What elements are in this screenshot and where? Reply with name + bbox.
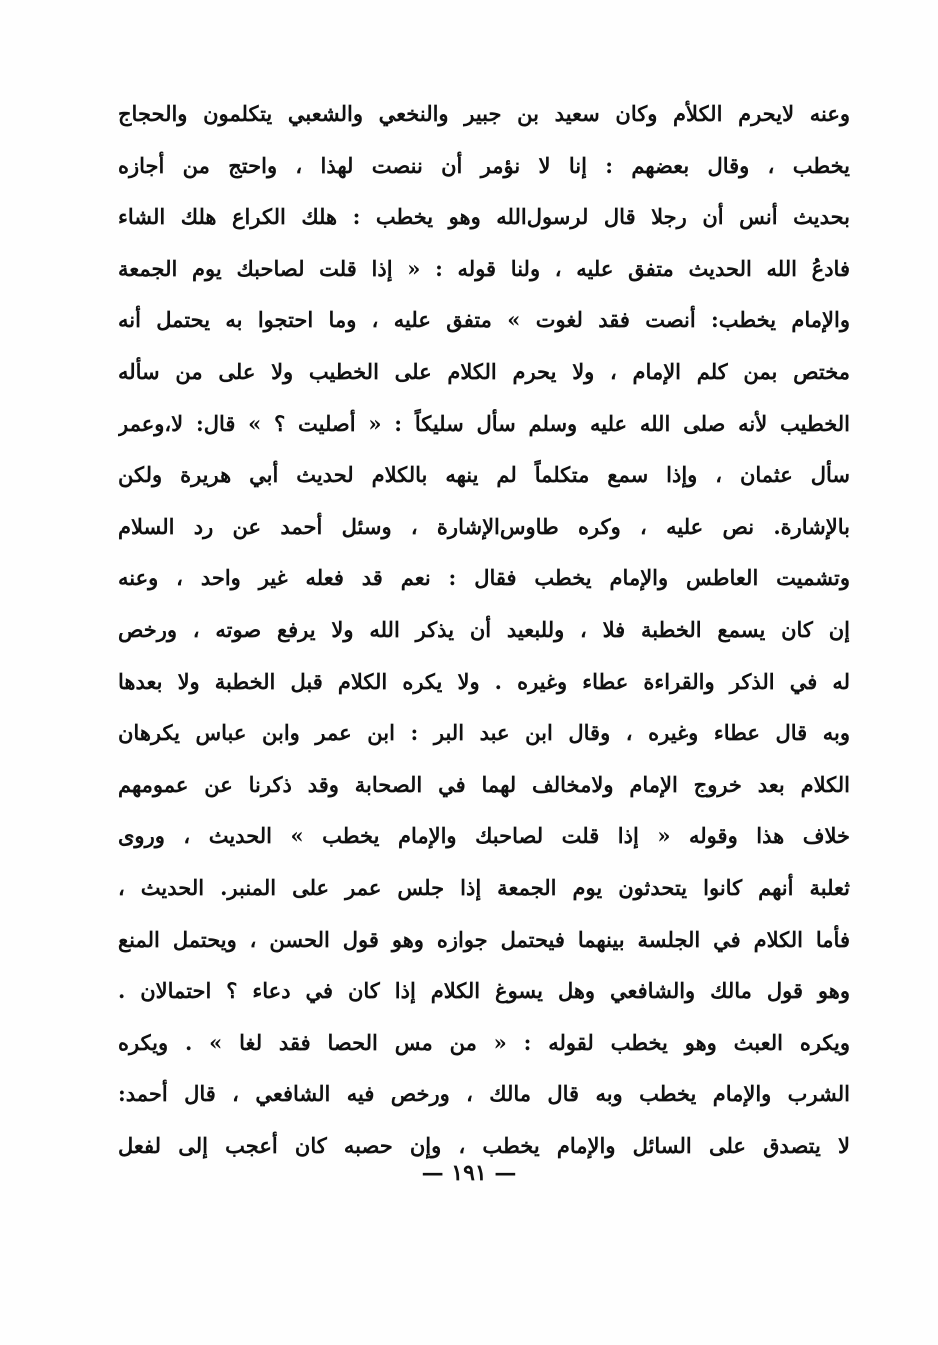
text-line-21: لا يتصدق على السائل والإمام يخطب ، وإن حصبه كان أعجب إلى لفعل (118, 1132, 850, 1158)
text-line-16: ثعلبة أنهم كانوا يتحدثون يوم الجمعة إذا جلس عمر على المنبر. الحديث ، (118, 874, 850, 900)
text-line-11: إن كان يسمع الخطبة فلا ، وللبعيد أن يذكر الله ولا يرفع صوته ، ورخص (118, 616, 850, 642)
text-line-9: بالإشارة. نص عليه ، وكره طاوس‌الإشارة ، وسئل أحمد عن رد السلام (118, 513, 850, 539)
text-line-19: ويكره العبث وهو يخطب لقوله : « من مس الحصا فقد لغا » . ويكره (118, 1029, 850, 1055)
text-line-10: وتشميت العاطس والإمام يخطب فقال : نعم قد فعله غير واحد ، وعنه (118, 565, 850, 591)
text-line-1: وعنه لايحرم الكلأم وكان سعيد بن جبير والنخعي والشعبي يتكلمون والحجاج (118, 101, 850, 126)
text-line-6: مختص بمن كلم الإمام ، ولا يحرم الكلام على الخطيب ولا على من سأله (118, 358, 850, 384)
text-line-15: خلاف هذا وقوله « إذا قلت لصاحبك والإمام يخطب » الحديث ، وروى (118, 823, 850, 849)
body-text (118, 88, 850, 1171)
page-number: — ١٩١ — (421, 1160, 517, 1186)
text-line-8: سأل عثمان ، وإذا سمع متكلماً لم ينهه بالكلام لحديث أبي هريرة ولكن (118, 462, 850, 488)
text-line-3: بحديث أنس أن رجلا قال لرسول‌الله وهو يخطب : هلك الكراع هلك الشاء (118, 204, 850, 230)
text-line-17: فأما الكلام في الجلسة بينهما فيحتمل جوازه وهو قول الحسن ، ويحتمل المنع (118, 926, 850, 952)
text-line-2: يخطب ، وقال بعضهم : إنا لا نؤمر أن ننصت لهذا ، واحتج من أجازه (118, 152, 850, 178)
text-line-14: الكلام بعد خروج الإمام ولامخالف لهما في الصحابة وقد ذكرنا عن عمومهم (118, 771, 850, 797)
text-line-4: فادعُ الله الحديث متفق عليه ، ولنا قوله : « إذا قلت لصاحبك يوم الجمعة (118, 255, 850, 281)
text-line-18: وهو قول مالك والشافعي وهل يسوغ الكلام إذا كان في دعاء ؟ احتمالان . (118, 978, 850, 1004)
text-line-20: الشرب والإمام يخطب وبه قال مالك ، ورخص فيه الشافعي ، قال أحمد: (118, 1081, 850, 1107)
text-line-7: الخطيب لأنه صلى الله عليه وسلم سأل سليكاً : « أصليت ؟ » قال: لا،وعمر (118, 410, 850, 436)
text-line-5: والإمام يخطب: أنصت فقد لغوت » متفق عليه ، وما احتجوا به يحتمل أنه (118, 307, 850, 333)
text-line-13: وبه قال عطاء وغيره ، وقال ابن عبد البر : ابن عمر وابن عباس يكرهان (118, 720, 850, 746)
text-line-12: له في الذكر والقراءة عطاء وغيره . ولا يكره الكلام قبل الخطبة ولا بعدها (118, 668, 850, 694)
